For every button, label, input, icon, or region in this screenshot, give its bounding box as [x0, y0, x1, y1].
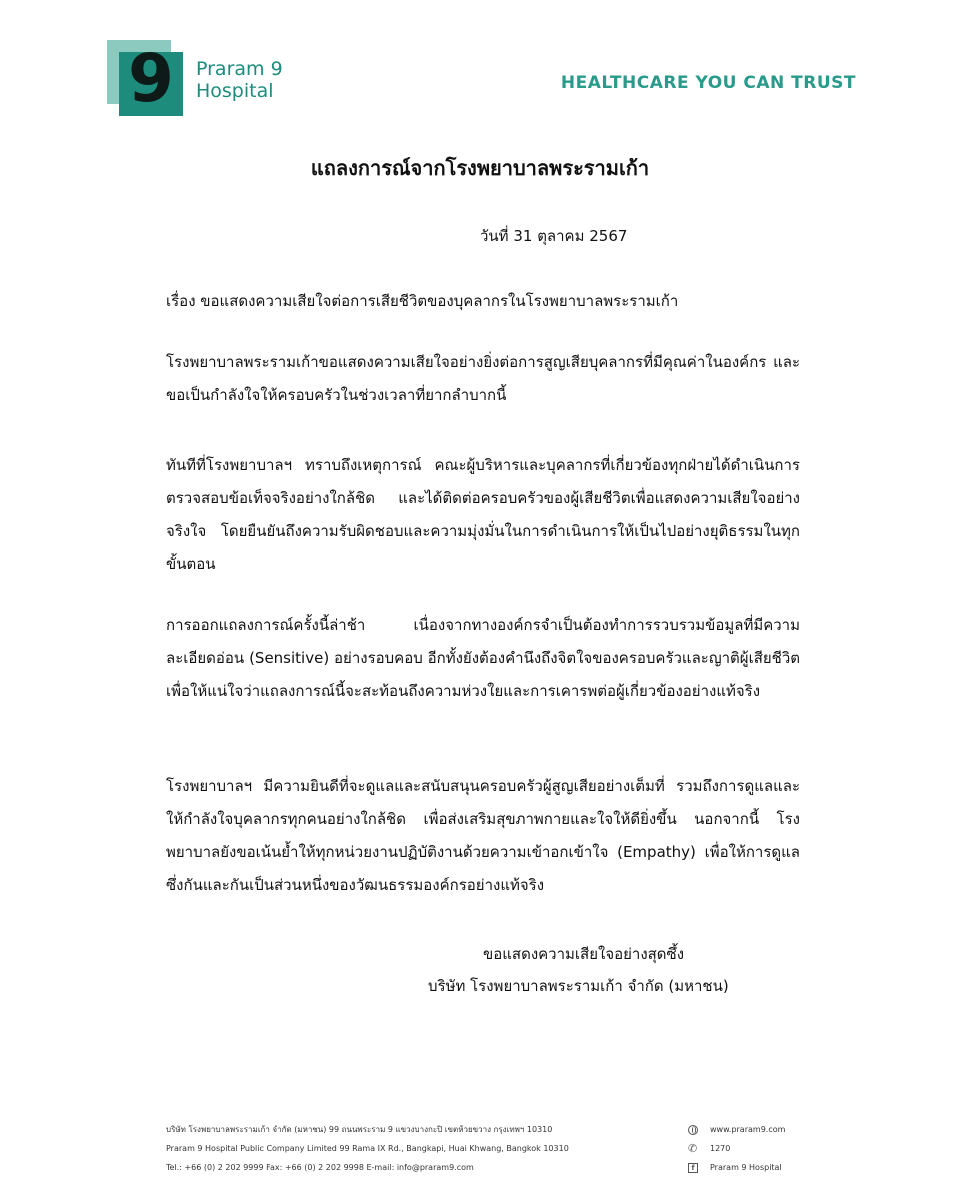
hospital-logo-name — [196, 58, 283, 102]
footer-address — [166, 1120, 569, 1177]
closing-company: บริษัท โรงพยาบาลพระรามเก้า จำกัด (มหาชน) — [428, 977, 729, 995]
logo-line-1: Praram 9 — [196, 58, 283, 80]
footer-address-th: บริษัท โรงพยาบาลพระรามเก้า จำกัด (มหาชน) 99 ถนนพระราม 9 แขวงบางกะปิ เขตห้วยขวาง กรุงเทพฯ 10310 — [166, 1125, 553, 1134]
paragraph-4: โรงพยาบาลฯ มีความยินดีที่จะดูแลและสนับสนุนครอบครัวผู้สูญเสียอย่างเต็มที่ รวมถึงการดูแลและให้กำลังใจบุคลากรทุกคนอย่างใกล้ชิด เพื่อส่งเสริมสุขภาพกายและใจให้ดียิ่งขึ้น นอกจากนี้ โรงพยาบาลยังขอเน้นย้ำให้ทุกหน่วยงานปฏิบัติงานด้วยความเข้าอกเข้าใจ (Empathy) เพื่อให้การดูแลซึ่งกันและกันเป็นส่วนหนึ่งของวัฒนธรรมองค์กรอย่างแท้จริง — [166, 777, 800, 894]
hospital-logo-mark — [107, 40, 185, 118]
closing-condolence: ขอแสดงความเสียใจอย่างสุดซึ้ง — [483, 945, 685, 963]
footer-contact: Tel.: +66 (0) 2 202 9999 Fax: +66 (0) 2 202 9998 E-mail: info@praram9.com — [166, 1163, 474, 1172]
paragraph-2: ทันทีที่โรงพยาบาลฯ ทราบถึงเหตุการณ์ คณะผู้บริหารและบุคลากรที่เกี่ยวข้องทุกฝ่ายได้ดำเนินการตรวจสอบข้อเท็จจริงอย่างใกล้ชิด และได้ติดต่อครอบครัวของผู้เสียชีวิตเพื่อแสดงความเสียใจอย่างจริงใจ โดยยืนยันถึงความรับผิดชอบและความมุ่งมั่นในการดำเนินการให้เป็นไปอย่างยุติธรรมในทุกขั้นตอน — [166, 456, 800, 573]
facebook-icon: f — [688, 1163, 698, 1173]
footer-address-en: Praram 9 Hospital Public Company Limited 99 Rama IX Rd., Bangkapi, Huai Khwang, Bangkok 10310 — [166, 1144, 569, 1153]
footer-facebook-row[interactable] — [688, 1158, 785, 1177]
footer-website[interactable]: www.praram9.com — [710, 1125, 786, 1134]
statement-date: วันที่ 31 ตุลาคม 2567 — [480, 227, 628, 245]
statement-title: แถลงการณ์จากโรงพยาบาลพระรามเก้า — [310, 156, 650, 180]
footer-hotline-row — [688, 1139, 785, 1158]
footer-links — [688, 1120, 785, 1177]
paragraph-3: การออกแถลงการณ์ครั้งนี้ล่าช้า เนื่องจากทางองค์กรจำเป็นต้องทำการรวบรวมข้อมูลที่มีความละเอียดอ่อน (Sensitive) อย่างรอบคอบ อีกทั้งยังต้องคำนึงถึงจิตใจของครอบครัวและญาติผู้เสียชีวิต เพื่อให้แน่ใจว่าแถลงการณ์นี้จะสะท้อนถึงความห่วงใยและการเคารพต่อผู้เกี่ยวข้องอย่างแท้จริง — [166, 616, 800, 700]
closing-block — [0, 938, 960, 1002]
statement-subject: เรื่อง ขอแสดงความเสียใจต่อการเสียชีวิตของบุคลากรในโรงพยาบาลพระรามเก้า — [166, 292, 679, 310]
logo-numeral: 9 — [128, 40, 174, 117]
footer-website-row[interactable] — [688, 1120, 785, 1139]
phone-icon: ✆ — [688, 1141, 698, 1155]
paragraph-1: โรงพยาบาลพระรามเก้าขอแสดงความเสียใจอย่างยิ่งต่อการสูญเสียบุคลากรที่มีคุณค่าในองค์กร และขอเป็นกำลังใจให้ครอบครัวในช่วงเวลาที่ยากลำบากนี้ — [166, 353, 800, 404]
footer-hotline: 1270 — [710, 1144, 731, 1153]
logo-line-2: Hospital — [196, 80, 274, 102]
globe-icon — [688, 1125, 698, 1135]
tagline: HEALTHCARE YOU CAN TRUST — [560, 73, 856, 93]
footer-facebook[interactable]: Praram 9 Hospital — [710, 1163, 782, 1172]
